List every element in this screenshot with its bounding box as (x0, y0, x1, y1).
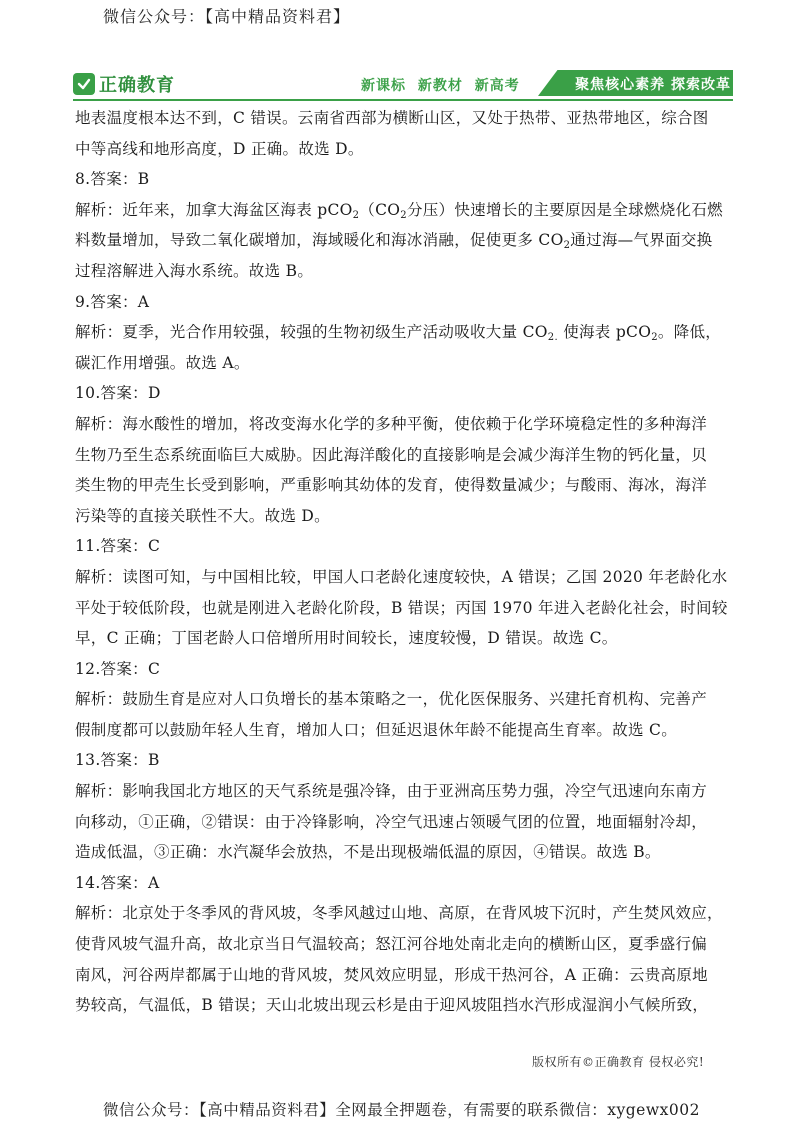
text-line: 势较高，气温低，B 错误；天山北坡出现云杉是由于迎风坡阻挡水汽形成湿润小气候所致， (75, 996, 709, 1015)
text-line: 解析：近年来，加拿大海盆区海表 $pCO_2(CO_2$分压）快速增长的主要原因是全球燃烧化石燃 (75, 200, 723, 221)
slogan-text: 聚焦核心素养 探索改革 (575, 77, 731, 93)
brand-logo (73, 71, 175, 97)
answer-14-heading: 14.答案：A (75, 873, 160, 892)
text-line: 假制度都可以鼓励年轻人生育，增加人口；但延迟退休年龄不能提高生育率。故选 C。 (75, 720, 677, 739)
answer-13-heading: 13.答案：B (75, 751, 160, 770)
header-divider (73, 99, 733, 101)
text-line: 解析：夏季，光合作用较强，较强的生物初级生产活动吸收大量 $CO_{2.}$ 使海表 pCO$_2$。降低， (75, 323, 722, 344)
text-line: 解析：影响我国北方地区的天气系统是强冷锋，由于亚洲高压势力强，冷空气迅速向东南方 (75, 782, 708, 801)
text-line: 早，C 正确；丁国老龄人口倍增所用时间较长，速度较慢，D 错误。故选 C。 (75, 629, 618, 648)
answer-11-heading: 11.答案：C (75, 537, 161, 556)
answer-8-heading: 8.答案：B (75, 170, 150, 189)
logo-text: 正确教育 (99, 75, 175, 96)
page-header (73, 62, 733, 102)
answer-10-heading: 10.答案：D (75, 384, 161, 403)
text-line: 南风，河谷两岸都属于山地的背风坡，焚风效应明显，形成干热河谷，A 正确：云贵高原地 (75, 965, 708, 984)
text-line: 类生物的甲壳生长受到影响，严重影响其幼体的发育，使得数量减少；与酸雨、海冰，海洋 (75, 476, 708, 495)
bottom-wechat-banner: 微信公众号：【高中精品资料君】全网最全押题卷，有需要的联系微信：xygewx002 (103, 1101, 700, 1119)
text-line: 地表温度根本达不到，C 错误。云南省西部为横断山区，又处于热带、亚热带地区，综合图 (75, 109, 709, 127)
answer-12-heading: 12.答案：C (75, 659, 161, 678)
text-line: 平处于较低阶段，也就是刚进入老龄化阶段，B 错误；丙国 1970 年进入老龄化社会，时间较 (75, 598, 728, 617)
top-wechat-banner: 微信公众号：【高中精品资料君】 (103, 7, 351, 26)
text-line: 料数量增加，导致二氧化碳增加，海域暖化和海冰消融，促使更多 $CO_2$通过海—气界面交换 (75, 231, 713, 252)
check-icon (73, 73, 95, 95)
text-line: 解析：鼓励生育是应对人口负增长的基本策略之一，优化医保服务、兴建托育机构、完善产 (75, 690, 708, 709)
header-tags (361, 75, 526, 95)
tag-new-curriculum: 新课标 (361, 78, 406, 94)
text-line: 中等高线和地形高度，D 正确。故选 D。 (75, 139, 364, 158)
text-line: 碳汇作用增强。故选 A。 (75, 353, 250, 372)
text-line: 过程溶解进入海水系统。故选 B。 (75, 261, 314, 280)
text-line: 生物乃至生态系统面临巨大威胁。因此海洋酸化的直接影响是会减少海洋生物的钙化量，贝 (75, 445, 708, 464)
text-line: 造成低温，③正确：水汽凝华会放热，不是出现极端低温的原因，④错误。故选 B。 (75, 843, 661, 862)
text-line: 解析：北京处于冬季风的背风坡，冬季风越过山地、高原，在背风坡下沉时，产生焚风效应， (75, 904, 723, 923)
tag-new-textbook: 新教材 (417, 78, 463, 94)
text-line: 解析：海水酸性的增加，将改变海水化学的多种平衡，使依赖于化学环境稳定性的多种海洋 (75, 414, 708, 433)
copyright-notice: 版权所有©正确教育 侵权必究! (532, 1055, 705, 1069)
answer-content (75, 103, 735, 1021)
tag-new-gaokao: 新高考 (474, 78, 520, 94)
text-line: 污染等的直接关联性不大。故选 D。 (75, 506, 330, 525)
answer-9-heading: 9.答案：A (75, 292, 150, 311)
text-line: 向移动，①正确，②错误：由于冷锋影响，冷空气迅速占领暖气团的位置，地面辐射冷却， (75, 812, 708, 831)
text-line: 解析：读图可知，与中国相比较，甲国人口老龄化速度较快，A 错误；乙国 2020 年老龄化水 (75, 567, 728, 586)
text-line: 使背风坡气温升高，故北京当日气温较高；怒江河谷地处南北走向的横断山区，夏季盛行偏 (75, 935, 708, 954)
